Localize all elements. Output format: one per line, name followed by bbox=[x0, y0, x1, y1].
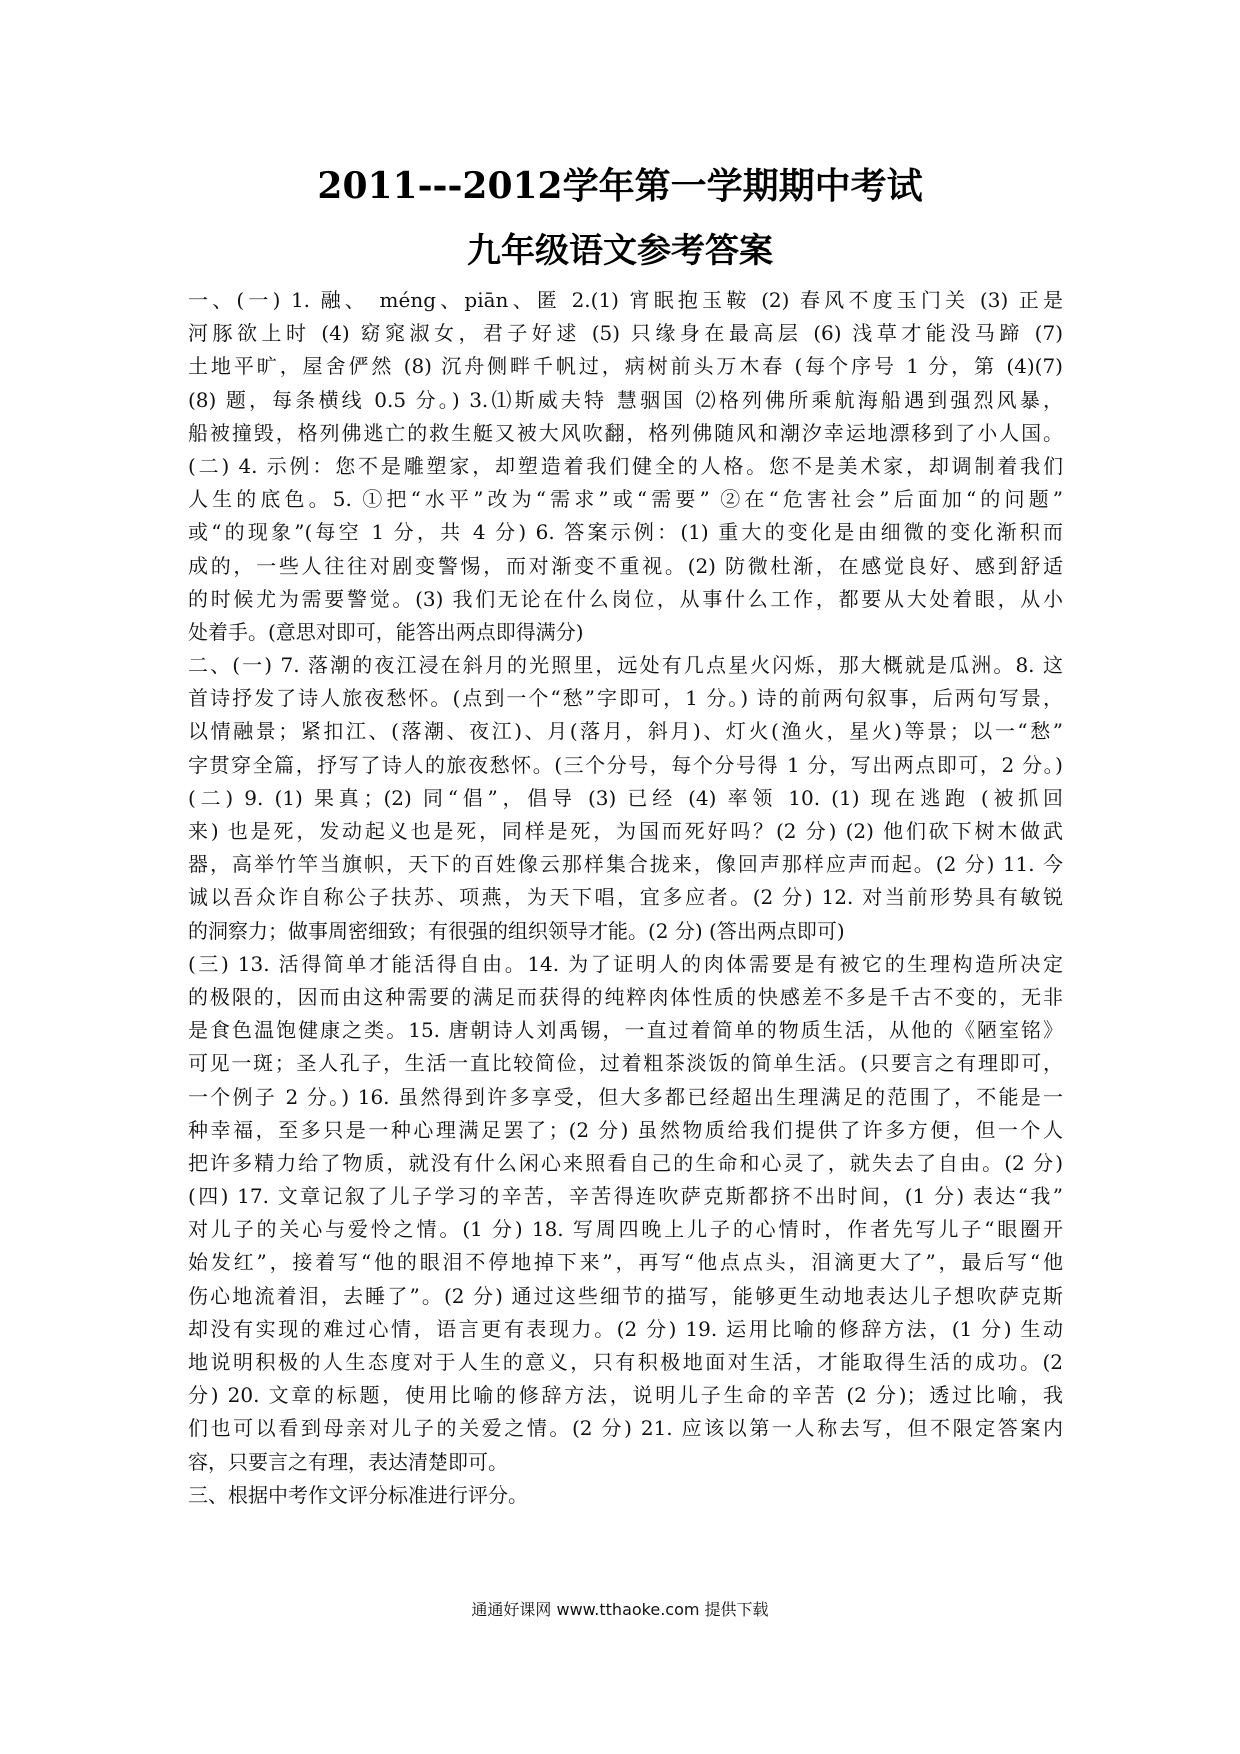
text-line: 二、(一) 7. 落潮的夜江浸在斜月的光照里，远处有几点星火闪烁，那大概就是瓜洲。8. 这 bbox=[188, 653, 1063, 678]
text-line: 始发红”，接着写“他的眼泪不停地掉下来”，再写“他点点头，泪滴更大了”，最后写“他 bbox=[188, 1250, 1063, 1275]
text-line: 可见一斑；圣人孔子，生活一直比较简俭，过着粗茶淡饭的简单生活。(只要言之有理即可， bbox=[188, 1051, 1063, 1076]
text-line: 或“的现象”(每空 1 分，共 4 分) 6. 答案示例：(1) 重大的变化是由细微的变化渐积而 bbox=[188, 520, 1063, 545]
document-title: 2011---2012学年第一学期期中考试 bbox=[317, 165, 923, 207]
text-line: 首诗抒发了诗人旅夜愁怀。(点到一个“愁”字即可，1 分。) 诗的前两句叙事，后两句写景， bbox=[188, 686, 1063, 711]
text-line: 的极限的，因而由这种需要的满足而获得的纯粹肉体性质的快感差不多是千古不变的，无非 bbox=[188, 984, 1063, 1009]
text-line: (二) 4. 示例：您不是雕塑家，却塑造着我们健全的人格。您不是美术家，却调制着我们 bbox=[188, 453, 1063, 478]
answer-body bbox=[188, 284, 1063, 1512]
text-line: 分) 20. 文章的标题，使用比喻的修辞方法，说明儿子生命的辛苦 (2 分)；透过比喻，我 bbox=[188, 1383, 1063, 1408]
text-line: (四) 17. 文章记叙了儿子学习的辛苦，辛苦得连吹萨克斯都挤不出时间，(1 分) 表达“我” bbox=[188, 1184, 1063, 1209]
text-line: (三) 13. 活得简单才能活得自由。14. 为了证明人的肉体需要是有被它的生理构造所决定 bbox=[188, 951, 1063, 976]
text-line: 一个例子 2 分。) 16. 虽然得到许多享受，但大多都已经超出生理满足的范围了，不能是一 bbox=[188, 1084, 1063, 1109]
text-line: 伤心地流着泪，去睡了”。(2 分) 通过这些细节的描写，能够更生动地表达儿子想吹萨克斯 bbox=[188, 1283, 1063, 1308]
text-line: 来) 也是死，发动起义也是死，同样是死，为国而死好吗？(2 分) (2) 他们砍下树木做武 bbox=[188, 819, 1063, 843]
text-line: 是食色温饱健康之类。15. 唐朝诗人刘禹锡，一直过着简单的物质生活，从他的《陋室铭》 bbox=[188, 1018, 1063, 1043]
text-line: 把许多精力给了物质，就没有什么闲心来照看自己的生命和心灵了，就失去了自由。(2 分) bbox=[188, 1150, 1063, 1175]
text-line: 器，高举竹竿当旗帜，天下的百姓像云那样集合拢来，像回声那样应声而起。(2 分) 11. 今 bbox=[188, 852, 1063, 877]
text-line: 一、(一) 1. 融、 méng、piān、匿 2.(1) 宵眠抱玉鞍 (2) 春风不度玉门关 (3) 正是 bbox=[188, 288, 1063, 312]
text-line: 的时候尤为需要警觉。(3) 我们无论在什么岗位，从事什么工作，都要从大处着眼，从小 bbox=[188, 586, 1063, 611]
text-line: 字贯穿全篇，抒写了诗人的旅夜愁怀。(三个分号，每个分号得 1 分，写出两点即可，2 分。) bbox=[188, 752, 1063, 777]
text-line: 三、根据中考作文评分标准进行评分。 bbox=[188, 1482, 528, 1507]
text-line: 人生的底色。5. ①把“水平”改为“需求”或“需要” ②在“危害社会”后面加“的问题” bbox=[188, 487, 1063, 512]
text-line: 容，只要言之有理，表达清楚即可。 bbox=[188, 1449, 508, 1474]
text-line: (二) 9. (1) 果真；(2) 同“倡”，倡导 (3) 已经 (4) 率领 10. (1) 现在逃跑 (被抓回 bbox=[188, 785, 1063, 810]
document-subtitle: 九年级语文参考答案 bbox=[467, 231, 773, 271]
text-line: 们也可以看到母亲对儿子的关爱之情。(2 分) 21. 应该以第一人称去写，但不限定答案内 bbox=[188, 1416, 1063, 1441]
text-line: 成的，一些人往往对剧变警惕，而对渐变不重视。(2) 防微杜渐，在感觉良好、感到舒适 bbox=[188, 553, 1063, 578]
download-footer: 通通好课网 www.tthaoke.com 提供下载 bbox=[471, 1600, 769, 1619]
text-line: 却没有实现的难过心情，语言更有表现力。(2 分) 19. 运用比喻的修辞方法，(1 分) 生动 bbox=[188, 1316, 1063, 1341]
text-line: 土地平旷，屋舍俨然 (8) 沉舟侧畔千帆过，病树前头万木春 (每个序号 1 分，第 (4)(7) bbox=[188, 354, 1063, 379]
text-line: 河豚欲上时 (4) 窈窕淑女，君子好逑 (5) 只缘身在最高层 (6) 浅草才能没马蹄 (7) bbox=[188, 321, 1063, 346]
text-line: 诚以吾众诈自称公子扶苏、项燕，为天下唱，宜多应者。(2 分) 12. 对当前形势具有敏锐 bbox=[188, 885, 1063, 910]
text-line: 船被撞毁，格列佛逃亡的救生艇又被大风吹翻，格列佛随风和潮汐幸运地漂移到了小人国。 bbox=[188, 420, 1063, 445]
text-line: 处着手。(意思对即可，能答出两点即得满分) bbox=[188, 619, 584, 644]
text-line: 对儿子的关心与爱怜之情。(1 分) 18. 写周四晚上儿子的心情时，作者先写儿子“眼圈开 bbox=[188, 1217, 1063, 1242]
text-line: 的洞察力；做事周密细致；有很强的组织领导才能。(2 分) (答出两点即可) bbox=[188, 918, 845, 943]
text-line: 种幸福，至多只是一种心理满足罢了；(2 分) 虽然物质给我们提供了许多方便，但一个人 bbox=[188, 1117, 1063, 1142]
text-line: 以情融景；紧扣江、(落潮、夜江)、月(落月，斜月)、灯火(渔火，星火)等景；以一“愁” bbox=[188, 719, 1063, 744]
text-line: 地说明积极的人生态度对于人生的意义，只有积极地面对生活，才能取得生活的成功。(2 bbox=[188, 1350, 1063, 1374]
text-line: (8) 题，每条横线 0.5 分。) 3.⑴斯威夫特 慧骃国 ⑵格列佛所乘航海船遇到强烈风暴， bbox=[188, 387, 1063, 412]
